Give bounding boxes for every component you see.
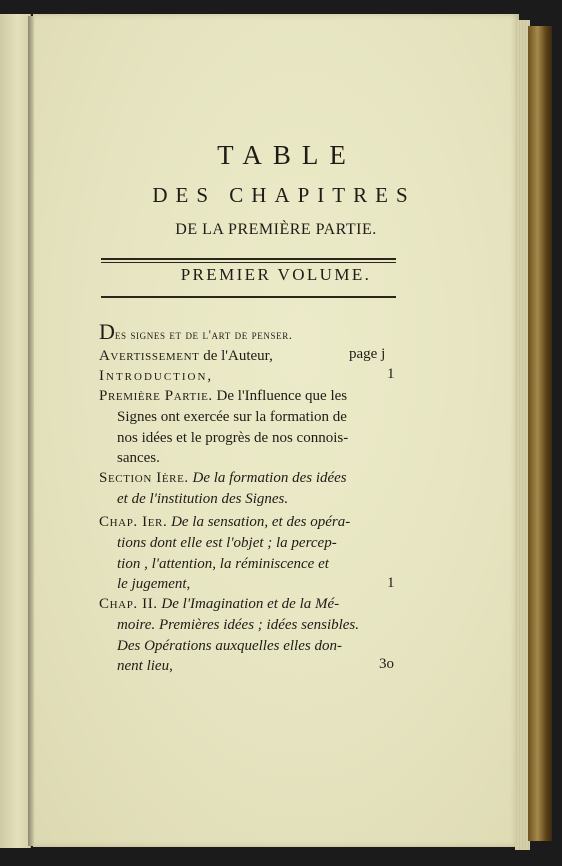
chapter-1-line-3: tion , l'attention, la réminiscence et bbox=[117, 556, 329, 572]
section-line-1: De la formation des idées bbox=[192, 470, 347, 486]
volume-heading: PREMIER VOLUME. bbox=[180, 265, 372, 284]
avertissement-label: Avertissement bbox=[99, 348, 200, 364]
chapter-2-line-4: nent lieu, bbox=[117, 658, 173, 674]
chapters-heading: DES CHAPITRES bbox=[152, 183, 416, 207]
section-line-2: et de l'institution des Signes. bbox=[117, 491, 289, 507]
top-rule-thin bbox=[101, 262, 396, 263]
chapter-2-page: 3o bbox=[379, 656, 394, 672]
entry-avertissement bbox=[99, 346, 273, 366]
chapter-1-line-4: le jugement, bbox=[117, 576, 191, 592]
book-title-line bbox=[99, 319, 293, 345]
chapter-2-line-3: Des Opérations auxquelles elles don- bbox=[117, 638, 342, 654]
chapter-1-line-2: tions dont elle est l'objet ; la percep- bbox=[117, 535, 337, 551]
entry-section-1 bbox=[99, 468, 347, 488]
left-page-edge bbox=[0, 14, 31, 848]
chapter-1-line-1: De la sensation, et des opéra- bbox=[171, 514, 351, 530]
top-rule bbox=[101, 258, 396, 260]
entry-premiere-partie bbox=[99, 386, 347, 406]
table-heading: TABLE bbox=[217, 140, 357, 170]
entry-introduction: Introduction, bbox=[99, 368, 214, 384]
chapter-2-label: Chap. II. bbox=[99, 596, 158, 612]
introduction-page: 1 bbox=[387, 366, 395, 382]
partie-line-1: De l'Influence que les bbox=[216, 388, 348, 404]
section-label: Section Ière. bbox=[99, 470, 189, 486]
avertissement-text: de l'Auteur, bbox=[203, 348, 273, 364]
chapter-1-page: 1 bbox=[387, 575, 395, 591]
part-heading: DE LA PREMIÈRE PARTIE. bbox=[175, 221, 377, 238]
partie-line-4: sances. bbox=[117, 450, 160, 466]
chapter-1-label: Chap. Ier. bbox=[99, 514, 168, 530]
book-title-text: es signes et de l'art de penser. bbox=[114, 327, 293, 342]
bottom-rule bbox=[101, 296, 396, 298]
partie-line-3: nos idées et le progrès de nos connois- bbox=[117, 430, 349, 446]
partie-label: Première Partie. bbox=[99, 388, 213, 404]
partie-line-2: Signes ont exercée sur la formation de bbox=[117, 409, 347, 425]
drop-cap: D bbox=[99, 319, 115, 344]
chapter-2-line-1: De l'Imagination et de la Mé- bbox=[161, 596, 340, 612]
chapter-2-line-2: moire. Premières idées ; idées sensibles. bbox=[117, 617, 360, 633]
entry-chapter-2 bbox=[99, 594, 339, 614]
avertissement-page: page j bbox=[349, 346, 386, 362]
entry-chapter-1 bbox=[99, 512, 350, 532]
book-cover-edge bbox=[528, 26, 552, 841]
